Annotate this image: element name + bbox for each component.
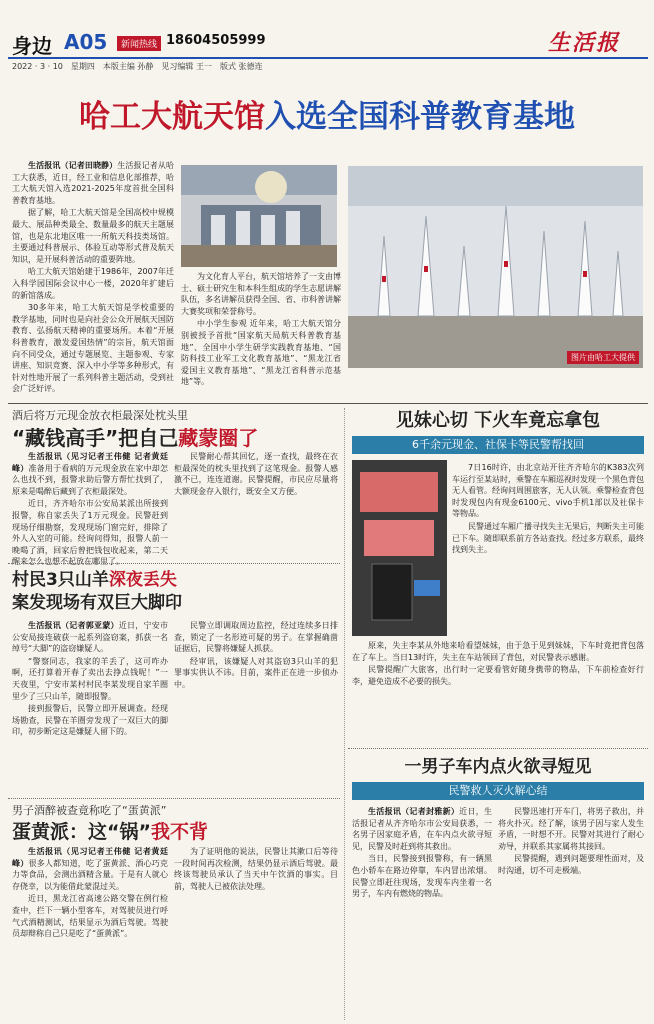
lead-headline-part2: 入选全国科普教育基地 [265,99,575,135]
dateline: 2022 · 3 · 10 星期四 本版主编 孙静 见习编辑 王一 版式 张德连 [12,62,263,71]
story-paragraph: “警察同志，我家的羊丢了，这可咋办啊，还打算着开春了卖出去挣点钱呢！”一天夜里，宁安市某村村民李某发现自家羊圈里少了三只山羊，随即报警。 [12,656,168,701]
story-paragraph: 经审讯，该嫌疑人对其盗窃3只山羊的犯罪事实供认不讳。目前，案件正在进一步侦办中。 [174,656,338,689]
story-fire-subtitle-bar: 民警救人灭火解心结 [352,782,644,800]
lead-headline-part1: 哈工大航天馆 [79,99,265,135]
hotline-badge: 新闻热线 [117,36,161,51]
lead-column-1 [12,160,174,400]
story-fire-column-2 [498,806,644,1018]
story-egg [12,802,338,844]
story-fire-column-1 [352,806,492,1018]
lead-paragraph: 据了解，哈工大航天馆是全国高校中规模最大、展品种类最全、数量最多的航天主题展馆，也是东北地区唯一一所航天科技类场馆。主要通过科普展示、体验互动等形式普及航天知识，是开展科普活动的重要阵地。 [12,208,174,264]
story-sister-column-2 [352,640,644,744]
story-hidden-column-2 [174,451,338,559]
newspaper-logo-icon: 生活报 [548,30,621,56]
story-paragraph: 民警通过车厢广播寻找失主无果后，判断失主可能已下车。随即联系前方各站查找。经过多方联系，最终找到失主。 [452,521,644,555]
story-egg-column-2 [174,846,338,1018]
story-paragraph: 生活报讯（记者郭亚蒙）近日，宁安市公安局接连破获一起系列盗窃案，抓获一名绰号“大脚”的盗窃嫌疑人。 [12,621,168,654]
lead-paragraph: 生活报讯（记者田晓静）生活报记者从哈工大获悉，近日，经工业和信息化部推荐，哈工大航天馆入选2021-2025年度首批全国科普教育基地。 [12,161,175,205]
lead-paragraph: 哈工大航天馆始建于1986年，2007年迁入科学园国际会议中心一楼，2020年扩建后的新馆落成。 [12,267,174,300]
museum-hall-image [181,165,337,267]
story-sister-photo [352,460,447,636]
story-egg-column-1 [12,846,168,1018]
story-sister-subtitle-bar: 6千余元现金、社保卡等民警帮找回 [352,436,644,454]
story-sister-column-1 [452,462,644,636]
hotline-number: 18604505999 [166,33,266,48]
story-hidden-money [12,407,338,451]
story-paragraph: 民警迅速打开车门，将男子救出，并将火扑灭。经了解，该男子因与家人发生矛盾，一时想不开。民警对其进行了耐心劝导，并联系其家属将其接回。 [498,807,644,851]
lead-paragraph: 30多年来，哈工大航天馆是学校重要的教学基地，同时也是向社会公众开展航天国防教育、弘扬航天精神的重要场所。本着“开展科普教育，激发爱国热情”的宗旨，航天馆面向不同受众，通过专题展览、主题参观、专家讲座、知识竞赛、深入中小学等多种形式，有针对性地开展了一系列科普主题活动，受到社会广泛好评。 [12,303,174,394]
lead-paragraph: 中小学生参观 近年来，哈工大航天馆分别被授予首批“国家航天局航天科普教育基地”、全国中小学生研学实践教育基地、“国防科技工业军工文化教育基地”、“黑龙江省爱国主义教育基地”、“黑龙江省科普示范基地”等。 [181,319,341,387]
story-paragraph: 民警耐心帮其回忆，逐一查找，最终在衣柜最深处的枕头里找到了这笔现金。报警人感激不已，连连道谢。民警提醒，市民应尽量将大额现金存入银行，既安全又方便。 [174,452,338,496]
lead-column-2 [181,271,341,399]
story-paragraph: 民警立即调取周边监控，经过连续多日排查，锁定了一名形迹可疑的男子。在掌握确凿证据后，民警将嫌疑人抓获。 [174,621,338,654]
story-sheep-column-2 [174,620,338,794]
story-paragraph: 7日16时许，由北京站开往齐齐哈尔的K383次列车运行至某站时，乘警在车厢巡视时发现一个黑色背包无人看管。经询问周围旅客，无人认领。乘警检查背包时发现包内有现金6100元、vivo手机1部以及社保卡等物品。 [452,463,644,519]
story-paragraph: 当日，民警接到报警称，有一辆黑色小轿车在路边停靠，车内冒出浓烟。民警立即赶往现场，发现车内坐着一名男子，车内有燃烧的物品。 [352,854,492,899]
rocket-models-image [348,166,643,368]
story-kicker: 男子酒醉被查竟称吃了“蛋黄派” [12,804,167,817]
page-number: A05 [64,30,108,54]
story-paragraph: 接到报警后，民警立即开展调查。经现场勘查，民警在羊圈旁发现了一双巨大的脚印，初步断定这是嫌疑人留下的。 [12,704,168,737]
story-sister-headline: 见妹心切 下火车竟忘拿包 [395,410,601,431]
cash-wallet-image [352,460,447,636]
story-paragraph: 生活报讯（见习记者王伟健 记者黄廷峰）准备用于看病的万元现金放在家中却怎么也找不到，报警求助后警方帮忙找到了，原来是喝醉后藏到了衣柜最深处。 [12,452,169,496]
section-name: 身边 [12,34,52,58]
story-paragraph: 民警提醒广大旅客，出行时一定要看管好随身携带的物品，下车前检查好行李，避免造成不必要的损失。 [352,665,644,686]
lead-photo-rockets [348,166,643,368]
story-paragraph: 近日，黑龙江省高速公路交警在例行检查中，拦下一辆小型客车，对驾驶员进行呼气式酒精测试，结果显示为酒后驾驶。驾驶员却辩称自己只是吃了“蛋黄派”。 [12,894,168,939]
masthead [0,0,654,76]
story-paragraph: 生活报讯（见习记者王伟健 记者黄廷峰）很多人都知道，吃了蛋黄派、酒心巧克力等食品，会测出酒精含量。于是有人就心存侥幸，以为能借此蒙混过关。 [12,847,169,891]
story-paragraph: 原来，失主李某从外地来哈看望妹妹，由于急于见到妹妹，下车时竟把背包落在了车上。当日13时许，失主在车站领回了背包，对民警表示感谢。 [352,641,644,662]
story-hidden-column-1 [12,451,169,567]
story-sheep-column-1 [12,620,168,794]
story-kicker: 酒后将万元现金放衣柜最深处枕头里 [12,409,188,422]
story-headline: “藏钱高手”把自己藏蒙圈了 [12,426,259,450]
story-fire-headline: 一男子车内点火欲寻短见 [404,757,592,777]
story-sheep-headline: 村民3只山羊深夜丢失 案发现场有双巨大脚印 [12,570,182,613]
story-paragraph: 民警提醒，遇到问题要理性面对，及时沟通，切不可走极端。 [498,854,644,875]
lead-paragraph: 为文化育人平台，航天馆培养了一支由博士、硕士研究生和本科生组成的学生志愿讲解队伍，多名讲解员获得全国、省、市科普讲解大赛奖项和荣誉称号。 [181,272,341,316]
lead-headline [12,97,642,137]
photo-caption: 图片由哈工大提供 [567,351,639,364]
story-paragraph: 近日，齐齐哈尔市公安局某派出所接到报警，称自家丢失了1万元现金。民警赶到现场仔细勘察，发现现场门窗完好，排除了外人入室的可能。经询问得知，报警人前一晚喝了酒，回家后曾把钱包收起来，第二天醒来怎么也想不起放在哪里了。 [12,499,168,567]
story-paragraph: 生活报讯（记者封雅新）近日，生活报记者从齐齐哈尔市公安局获悉，一名男子因家庭矛盾，在车内点火欲寻短见，民警及时赶到将其救出。 [352,807,493,851]
story-headline: 蛋黄派：这“锅”我不背 [12,821,208,843]
lead-photo-museum [181,165,337,267]
story-paragraph: 为了证明他的说法，民警让其漱口后等待一段时间再次检测，结果仍显示酒后驾驶。最终该驾驶员承认了当天中午饮酒的事实。目前，驾驶人已被依法处理。 [174,847,338,891]
